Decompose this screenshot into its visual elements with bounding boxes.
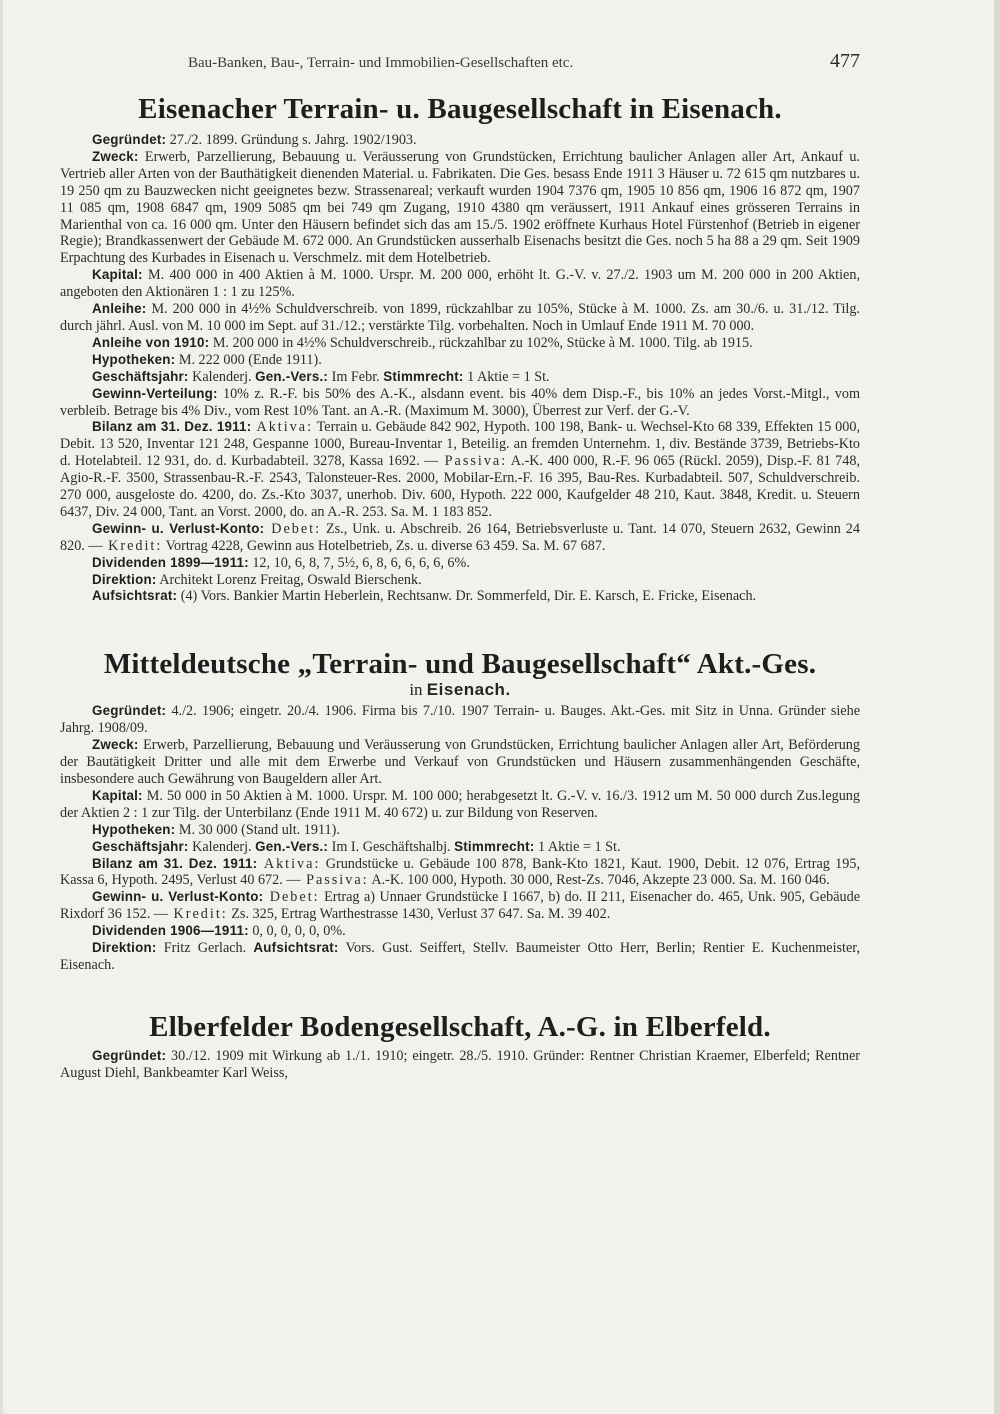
- company-subtitle: [60, 681, 860, 699]
- entry-label: Kapital:: [92, 267, 143, 283]
- entry-label: Anleihe:: [92, 301, 147, 317]
- entry-bilanz: [60, 419, 860, 520]
- entry-text: 1 Aktie = 1 St.: [534, 838, 621, 855]
- entry-text: A.-K. 400 000, R.-F. 96 065 (Rückl. 2059), Disp.-F. 81 748, Agio-R.-F. 3500, Strassenbau-R.-F. 2543, Talonsteuer-Res. 2000, Mobilar-Ern.-F. 16 395, Bau-Res. Kurbadabteil. 507, Schuldverschreib. 270 000, ausgeloste do. 4200, do. Zs.-Kto 3037, unerhob. Div. 600, Hypoth. 222 000, Kaufgelder 48 210, Kaut. 3848, Kredit. u. Steuern 6437, Div. 24 000, Tant. an Vorst. 2000, do. an A.-R. 253. Sa. M. 1 183 852.: [60, 453, 860, 520]
- entry-text: M. 30 000 (Stand ult. 1911).: [175, 821, 340, 838]
- company-title: Elberfelder Bodengesellschaft, A.-G. in Elberfeld.: [149, 1010, 771, 1043]
- entry-anleihe-1910: [60, 335, 860, 352]
- entry-debet-label: Debet:: [263, 889, 320, 906]
- company-title: Mitteldeutsche „Terrain- und Baugesellschaft“ Akt.-Ges.: [103, 648, 817, 681]
- entry-gewinn-verteilung: [60, 386, 860, 420]
- entry-text: (4) Vors. Bankier Martin Heberlein, Rechtsanw. Dr. Sommerfeld, Dir. E. Karsch, E. Fricke, Eisenach.: [177, 588, 757, 605]
- company-entry-eisenacher: [60, 92, 860, 605]
- entry-text: 10% z. R.-F. bis 50% des A.-K., alsdann event. bis 40% dem Disp.-F., bis 10% an jedes Vorst.-Mitgl., vom verbleib. Betrage bis 4% Div., vom Rest 10% Tant. an A.-R. (Maximum M. 3000), Überrest zur Verf. der G.-V.: [60, 385, 860, 419]
- entry-text: M. 400 000 in 400 Aktien à M. 1000. Urspr. M. 200 000, erhöht lt. G.-V. v. 27./2. 1903 um M. 200 000 in 200 Aktien, angeboten den Aktionären 1 : 1 zu 125%.: [60, 267, 860, 301]
- entry-passiva-label: Passiva:: [300, 872, 369, 889]
- entry-gewinn-verlust: [60, 889, 860, 923]
- entry-label-stimmrecht: Stimmrecht:: [383, 368, 464, 384]
- entry-kapital: [60, 267, 860, 301]
- entry-direktion: [60, 572, 860, 589]
- company-entry-mitteldeutsche: [60, 647, 860, 974]
- entry-text: 30./12. 1909 mit Wirkung ab 1./1. 1910; eingetr. 28./5. 1910. Gründer: Rentner Christian Kraemer, Elberfeld; Rentner August Diehl, Bankbeamter Karl Weiss,: [60, 1047, 860, 1081]
- entry-hypotheken: [60, 352, 860, 369]
- entry-label-gen-vers: Gen.-Vers.:: [255, 838, 329, 854]
- entry-label: Direktion:: [92, 940, 157, 956]
- entry-geschaeftsjahr: [60, 839, 860, 856]
- entry-label: Anleihe von 1910:: [92, 334, 210, 350]
- entry-label: Geschäftsjahr:: [92, 838, 189, 854]
- entry-label: Gewinn- u. Verlust-Konto:: [92, 520, 265, 536]
- entry-passiva-label: Passiva:: [438, 453, 508, 470]
- entry-gegruendet: [60, 132, 860, 149]
- entry-text: M. 222 000 (Ende 1911).: [175, 351, 322, 368]
- entry-text: 27./2. 1899. Gründung s. Jahrg. 1902/1903.: [166, 132, 417, 148]
- entry-dividenden: [60, 555, 860, 572]
- entry-text: Erwerb, Parzellierung, Bebauung und Veräusserung von Grundstücken, Errichtung baulicher Anlagen aller Art, Beförderung der Bautätigkeit Dritter und alle mit dem Erwerbe und Verkauf von Grundstücken und Häusern zusammenhängenden Geschäfte, insbesondere auch Gewährung von Baugeldern aller Art.: [60, 737, 860, 787]
- subtitle-place: Eisenach.: [426, 680, 511, 700]
- entry-text: M. 200 000 in 4½% Schuldverschreib. von 1899, rückzahlbar zu 105%, Stücke à M. 1000. Zs. am 30./6. u. 31./12. Tilg. durch jährl. Ausl. von M. 10 000 im Sept. auf 31./12.; verstärkte Tilg. vorbehalten. Noch in Umlauf Ende 1911 M. 70 000.: [60, 301, 860, 334]
- entry-label: Gewinn-Verteilung:: [92, 385, 218, 401]
- entry-label: Kapital:: [92, 787, 143, 803]
- entry-kapital: [60, 788, 860, 822]
- entry-text: Vortrag 4228, Gewinn aus Hotelbetrieb, Zs. u. diverse 63 459. Sa. M. 67 687.: [162, 537, 606, 554]
- entry-aufsichtsrat: [60, 588, 860, 605]
- entry-label: Hypotheken:: [92, 351, 176, 367]
- entry-label-stimmrecht: Stimmrecht:: [454, 838, 535, 854]
- entry-text: 12, 10, 6, 8, 7, 5½, 6, 8, 6, 6, 6, 6, 6%.: [248, 554, 470, 571]
- entry-label: Dividenden 1906—1911:: [92, 923, 249, 939]
- entry-text: Erwerb, Parzellierung, Bebauung u. Veräusserung von Grundstücken, Errichtung baulicher Anlagen aller Art, Ankauf u. Vertrieb aller Arten von der Bauthätigkeit dienenden Material. u. Fabrikaten. Die Ges. besass Ende 1911 3 Häuser u. 72 615 qm nutzbares u. 19 250 qm zu Bauzwecken nicht geeignetes bezw. Strassenareal; verkauft wurden 1904 7376 qm, 1905 10 856 qm, 1906 16 872 qm, 1907 11 085 qm, 1908 6847 qm, 1909 5085 qm bei 749 qm Zugang, 1910 4380 qm veräussert, 1911 Ankauf eines grösseren Terrains in Marienthal von ca. 16 000 qm. Unter den Häusern befindet sich das am 15./5. 1902 eröffnete Kurhaus Hotel Fürstenhof (Betrieb in eigener Regie); Brandkassenwert der Gebäude M. 672 000. An Grundstücken ausserhalb Eisenachs besitzt die Ges. noch 5 ha 88 a 29 qm. Seit 1909 Erpachtung des Kurbades in Eisenach u. Verschmelz. mit dem Hotelbetrieb.: [60, 148, 860, 267]
- entry-label: Gegründet:: [92, 703, 167, 719]
- entry-dividenden: [60, 923, 860, 940]
- entry-text: Kalenderj.: [188, 368, 252, 385]
- entry-text: A.-K. 100 000, Hypoth. 30 000, Rest-Zs. 7046, Akzepte 23 000. Sa. M. 160 046.: [368, 872, 830, 889]
- entry-label: Zweck:: [92, 148, 139, 164]
- entry-text: Zs. 325, Ertrag Warthestrasse 1430, Verlust 37 647. Sa. M. 39 402.: [227, 906, 611, 923]
- entry-text: Zs., Unk. u. Abschreib. 26 164, Betriebsverluste u. Tant. 14 070, Steuern 2632, Gewinn 24 820. —: [60, 520, 860, 554]
- entry-zweck: [60, 737, 860, 788]
- entry-label: Geschäftsjahr:: [92, 368, 189, 384]
- entry-gegruendet: [60, 703, 860, 737]
- entry-label: Gewinn- u. Verlust-Konto:: [92, 889, 264, 905]
- entry-label: Direktion:: [92, 571, 157, 587]
- entry-label: Gegründet:: [92, 132, 167, 147]
- running-header: [188, 50, 860, 73]
- entry-text: Ertrag a) Unnaer Grundstücke I 1667, b) do. II 211, Eisenacher do. 465, Unk. 905, Gebäude Rixdorf 36 152. —: [60, 889, 861, 923]
- entry-direktion: [60, 940, 860, 974]
- entry-label-gen-vers: Gen.-Vers.:: [255, 368, 329, 384]
- entry-debet-label: Debet:: [264, 520, 322, 537]
- entry-kredit-label: Kredit:: [102, 537, 163, 554]
- entry-text: M. 50 000 in 50 Aktien à M. 1000. Urspr. M. 100 000; herabgesetzt lt. G.-V. v. 16./3. 1912 um M. 50 000 durch Zus.legung der Aktien 2 : 1 zur Tilg. der Unterbilanz (Ende 1911 M. 40 672) u. zur Bildung von Reserven.: [60, 787, 860, 821]
- entry-gewinn-verlust: [60, 521, 860, 555]
- entry-text: Fritz Gerlach.: [156, 940, 247, 957]
- entry-text: Grundstücke u. Gebäude 100 878, Bank-Kto 1821, Kaut. 1900, Debit. 12 076, Ertrag 195, Kassa 6, Hypoth. 2495, Verlust 40 672. —: [60, 855, 860, 889]
- running-title: Bau-Banken, Bau-, Terrain- und Immobilien-Gesellschaften etc.: [188, 55, 574, 71]
- entry-aktiva-label: Aktiva:: [257, 855, 321, 872]
- entry-label: Bilanz am 31. Dez. 1911:: [92, 419, 252, 435]
- entry-label: Aufsichtsrat:: [92, 588, 178, 604]
- entry-kredit-label: Kredit:: [167, 906, 228, 923]
- entry-anleihe: [60, 301, 860, 335]
- page-edge-left: [0, 0, 3, 1414]
- entry-text: Architekt Lorenz Freitag, Oswald Bierschenk.: [156, 571, 422, 588]
- company-entry-elberfelder: [60, 1010, 860, 1082]
- entry-zweck: [60, 149, 860, 267]
- entry-text: Im I. Geschäftshalbj.: [328, 838, 451, 855]
- entry-text: 0, 0, 0, 0, 0, 0%.: [248, 923, 346, 940]
- entry-text: Im Febr.: [328, 368, 380, 385]
- entry-label: Zweck:: [92, 737, 139, 753]
- entry-label: Bilanz am 31. Dez. 1911:: [92, 855, 258, 871]
- entry-text: Kalenderj.: [188, 838, 252, 855]
- entry-aktiva-label: Aktiva:: [251, 419, 314, 436]
- entry-label: Dividenden 1899—1911:: [92, 554, 249, 570]
- page-number: 477: [830, 50, 860, 72]
- entry-hypotheken: [60, 822, 860, 839]
- page-edge-right: [994, 0, 1000, 1414]
- entry-text: Terrain u. Gebäude 842 902, Hypoth. 100 198, Bank- u. Wechsel-Kto 68 339, Effekten 15 000, Debit. 13 520, Inventar 121 248, Gespanne 1000, Bureau-Inventar 1, Beteilig. an fremden Unternehm. 1, div. Bestände 3739, Betriebs-Kto d. Hotelabteil. 12 931, do. d. Kurbadabteil. 3278, Kassa 1692. —: [60, 419, 861, 470]
- entry-gegruendet: [60, 1048, 860, 1082]
- page-content: [60, 92, 860, 1082]
- entry-bilanz: [60, 856, 860, 890]
- entry-label: Gegründet:: [92, 1047, 167, 1063]
- entry-label-aufsichtsrat: Aufsichtsrat:: [253, 940, 339, 956]
- entry-text: 1 Aktie = 1 St.: [463, 368, 550, 385]
- entry-geschaeftsjahr: [60, 369, 860, 386]
- entry-label: Hypotheken:: [92, 821, 176, 837]
- entry-text: M. 200 000 in 4½% Schuldverschreib., rückzahlbar zu 102%, Stücke à M. 1000. Tilg. ab 1915.: [209, 334, 753, 351]
- company-title: Eisenacher Terrain- u. Baugesellschaft in Eisenach.: [138, 93, 782, 125]
- entry-text: Vors. Gust. Seiffert, Stellv. Baumeister Otto Herr, Berlin; Rentier E. Kuchenmeister, Eisenach.: [60, 940, 860, 973]
- entry-text: 4./2. 1906; eingetr. 20./4. 1906. Firma bis 7./10. 1907 Terrain- u. Bauges. Akt.-Ges. mit Sitz in Unna. Gründer siehe Jahrg. 1908/09.: [60, 703, 860, 737]
- subtitle-prefix: in: [409, 680, 423, 700]
